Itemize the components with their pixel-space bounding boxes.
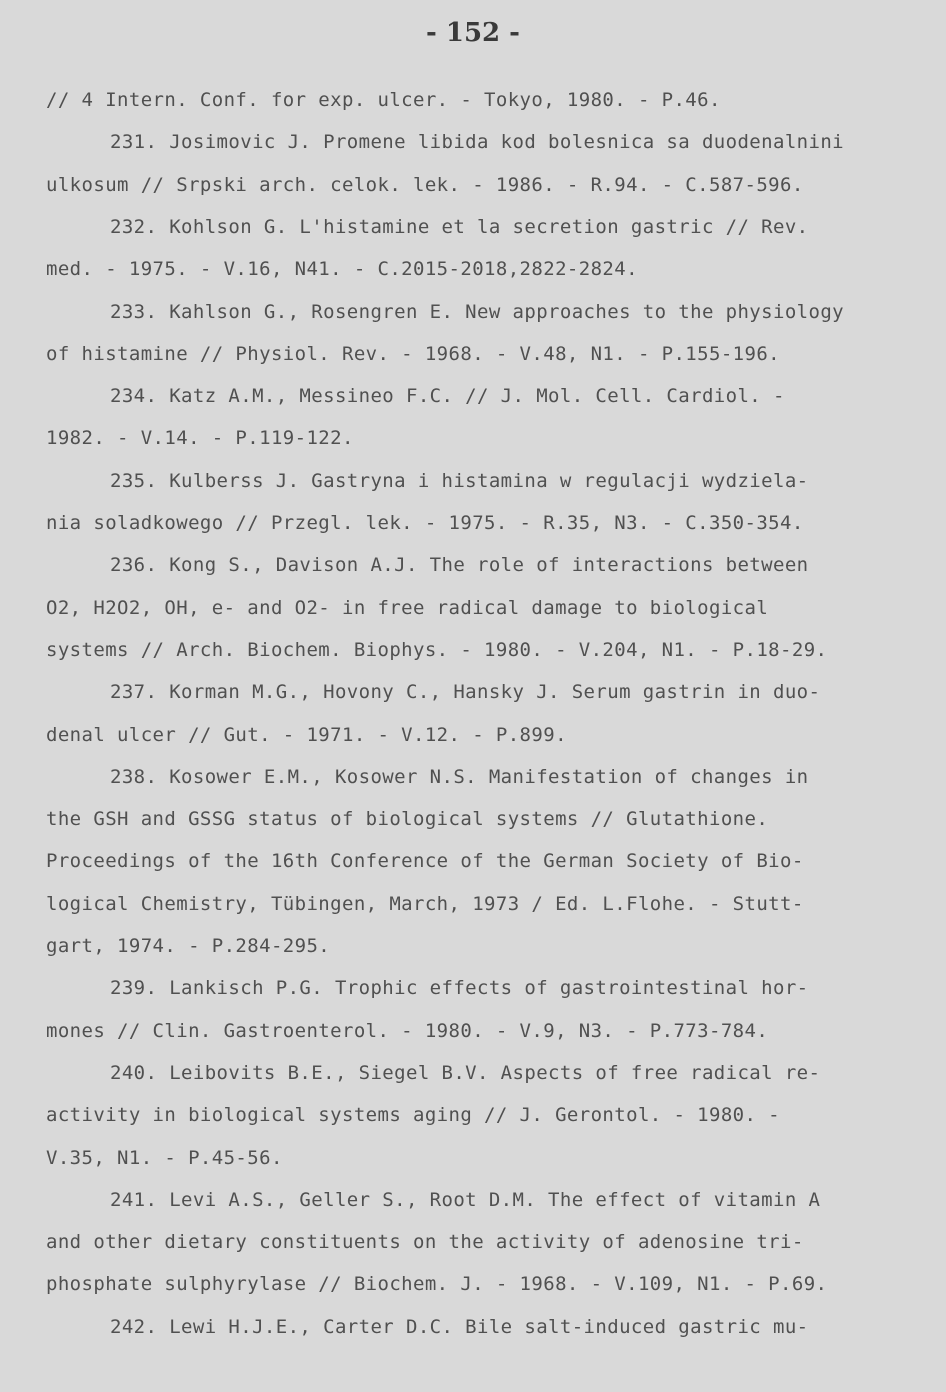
reference-line: 240. Leibovits B.E., Siegel B.V. Aspects of free radical re- xyxy=(110,1061,821,1084)
reference-line: systems // Arch. Biochem. Biophys. - 1980. - V.204, N1. - P.18-29. xyxy=(46,638,828,661)
reference-line: gart, 1974. - P.284-295. xyxy=(46,935,331,957)
page-number: - 152 - xyxy=(426,18,520,48)
reference-line: O2, H2O2, OH, e- and O2- in free radical damage to biological xyxy=(46,596,769,619)
reference-line: phosphate sulphyrylase // Biochem. J. - 1968. - V.109, N1. - P.69. xyxy=(46,1273,828,1296)
reference-line: of histamine // Physiol. Rev. - 1968. - V.48, N1. - P.155-196. xyxy=(46,342,781,365)
reference-line: activity in biological systems aging // J. Gerontol. - 1980. - xyxy=(46,1104,781,1127)
reference-line: 232. Kohlson G. L'histamine et la secretion gastric // Rev. xyxy=(110,215,809,238)
reference-line: 239. Lankisch P.G. Trophic effects of gastrointestinal hor- xyxy=(110,977,809,1000)
reference-line: 242. Lewi H.J.E., Carter D.C. Bile salt-induced gastric mu- xyxy=(110,1315,809,1338)
reference-line: 233. Kahlson G., Rosengren E. New approaches to the physiology xyxy=(110,300,845,323)
reference-line: logical Chemistry, Tübingen, March, 1973 / Ed. L.Flohe. - Stutt- xyxy=(46,892,804,915)
reference-line: 231. Josimovic J. Promene libida kod bolesnica sa duodenalnini xyxy=(110,131,845,154)
reference-line: V.35, N1. - P.45-56. xyxy=(46,1146,283,1169)
reference-line: 241. Levi A.S., Geller S., Root D.M. The effect of vitamin A xyxy=(110,1188,821,1211)
reference-line: // 4 Intern. Conf. for exp. ulcer. - Tokyo, 1980. - P.46. xyxy=(46,89,721,111)
reference-line: 237. Korman M.G., Hovony C., Hansky J. Serum gastrin in duo- xyxy=(110,681,821,704)
reference-line: 236. Kong S., Davison A.J. The role of interactions between xyxy=(110,554,809,577)
reference-line: the GSH and GSSG status of biological systems // Glutathione. xyxy=(46,808,769,831)
reference-line: med. - 1975. - V.16, N41. - C.2015-2018,2822-2824. xyxy=(46,258,638,281)
reference-line: denal ulcer // Gut. - 1971. - V.12. - P.899. xyxy=(46,723,567,746)
reference-line: nia soladkowego // Przegl. lek. - 1975. - R.35, N3. - C.350-354. xyxy=(46,512,804,534)
reference-line: ulkosum // Srpski arch. celok. lek. - 1986. - R.94. - C.587-596. xyxy=(46,173,804,196)
reference-line: 1982. - V.14. - P.119-122. xyxy=(46,427,354,450)
reference-line: 234. Katz A.M., Messineo F.C. // J. Mol. Cell. Cardiol. - xyxy=(110,385,785,408)
reference-line: mones // Clin. Gastroenterol. - 1980. - V.9, N3. - P.773-784. xyxy=(46,1019,769,1042)
reference-line: and other dietary constituents on the activity of adenosine tri- xyxy=(46,1231,804,1254)
reference-line: 238. Kosower E.M., Kosower N.S. Manifestation of changes in xyxy=(110,765,809,788)
reference-line: Proceedings of the 16th Conference of the German Society of Bio- xyxy=(46,850,804,873)
reference-line: 235. Kulberss J. Gastryna i histamina w regulacji wydziela- xyxy=(110,469,809,492)
